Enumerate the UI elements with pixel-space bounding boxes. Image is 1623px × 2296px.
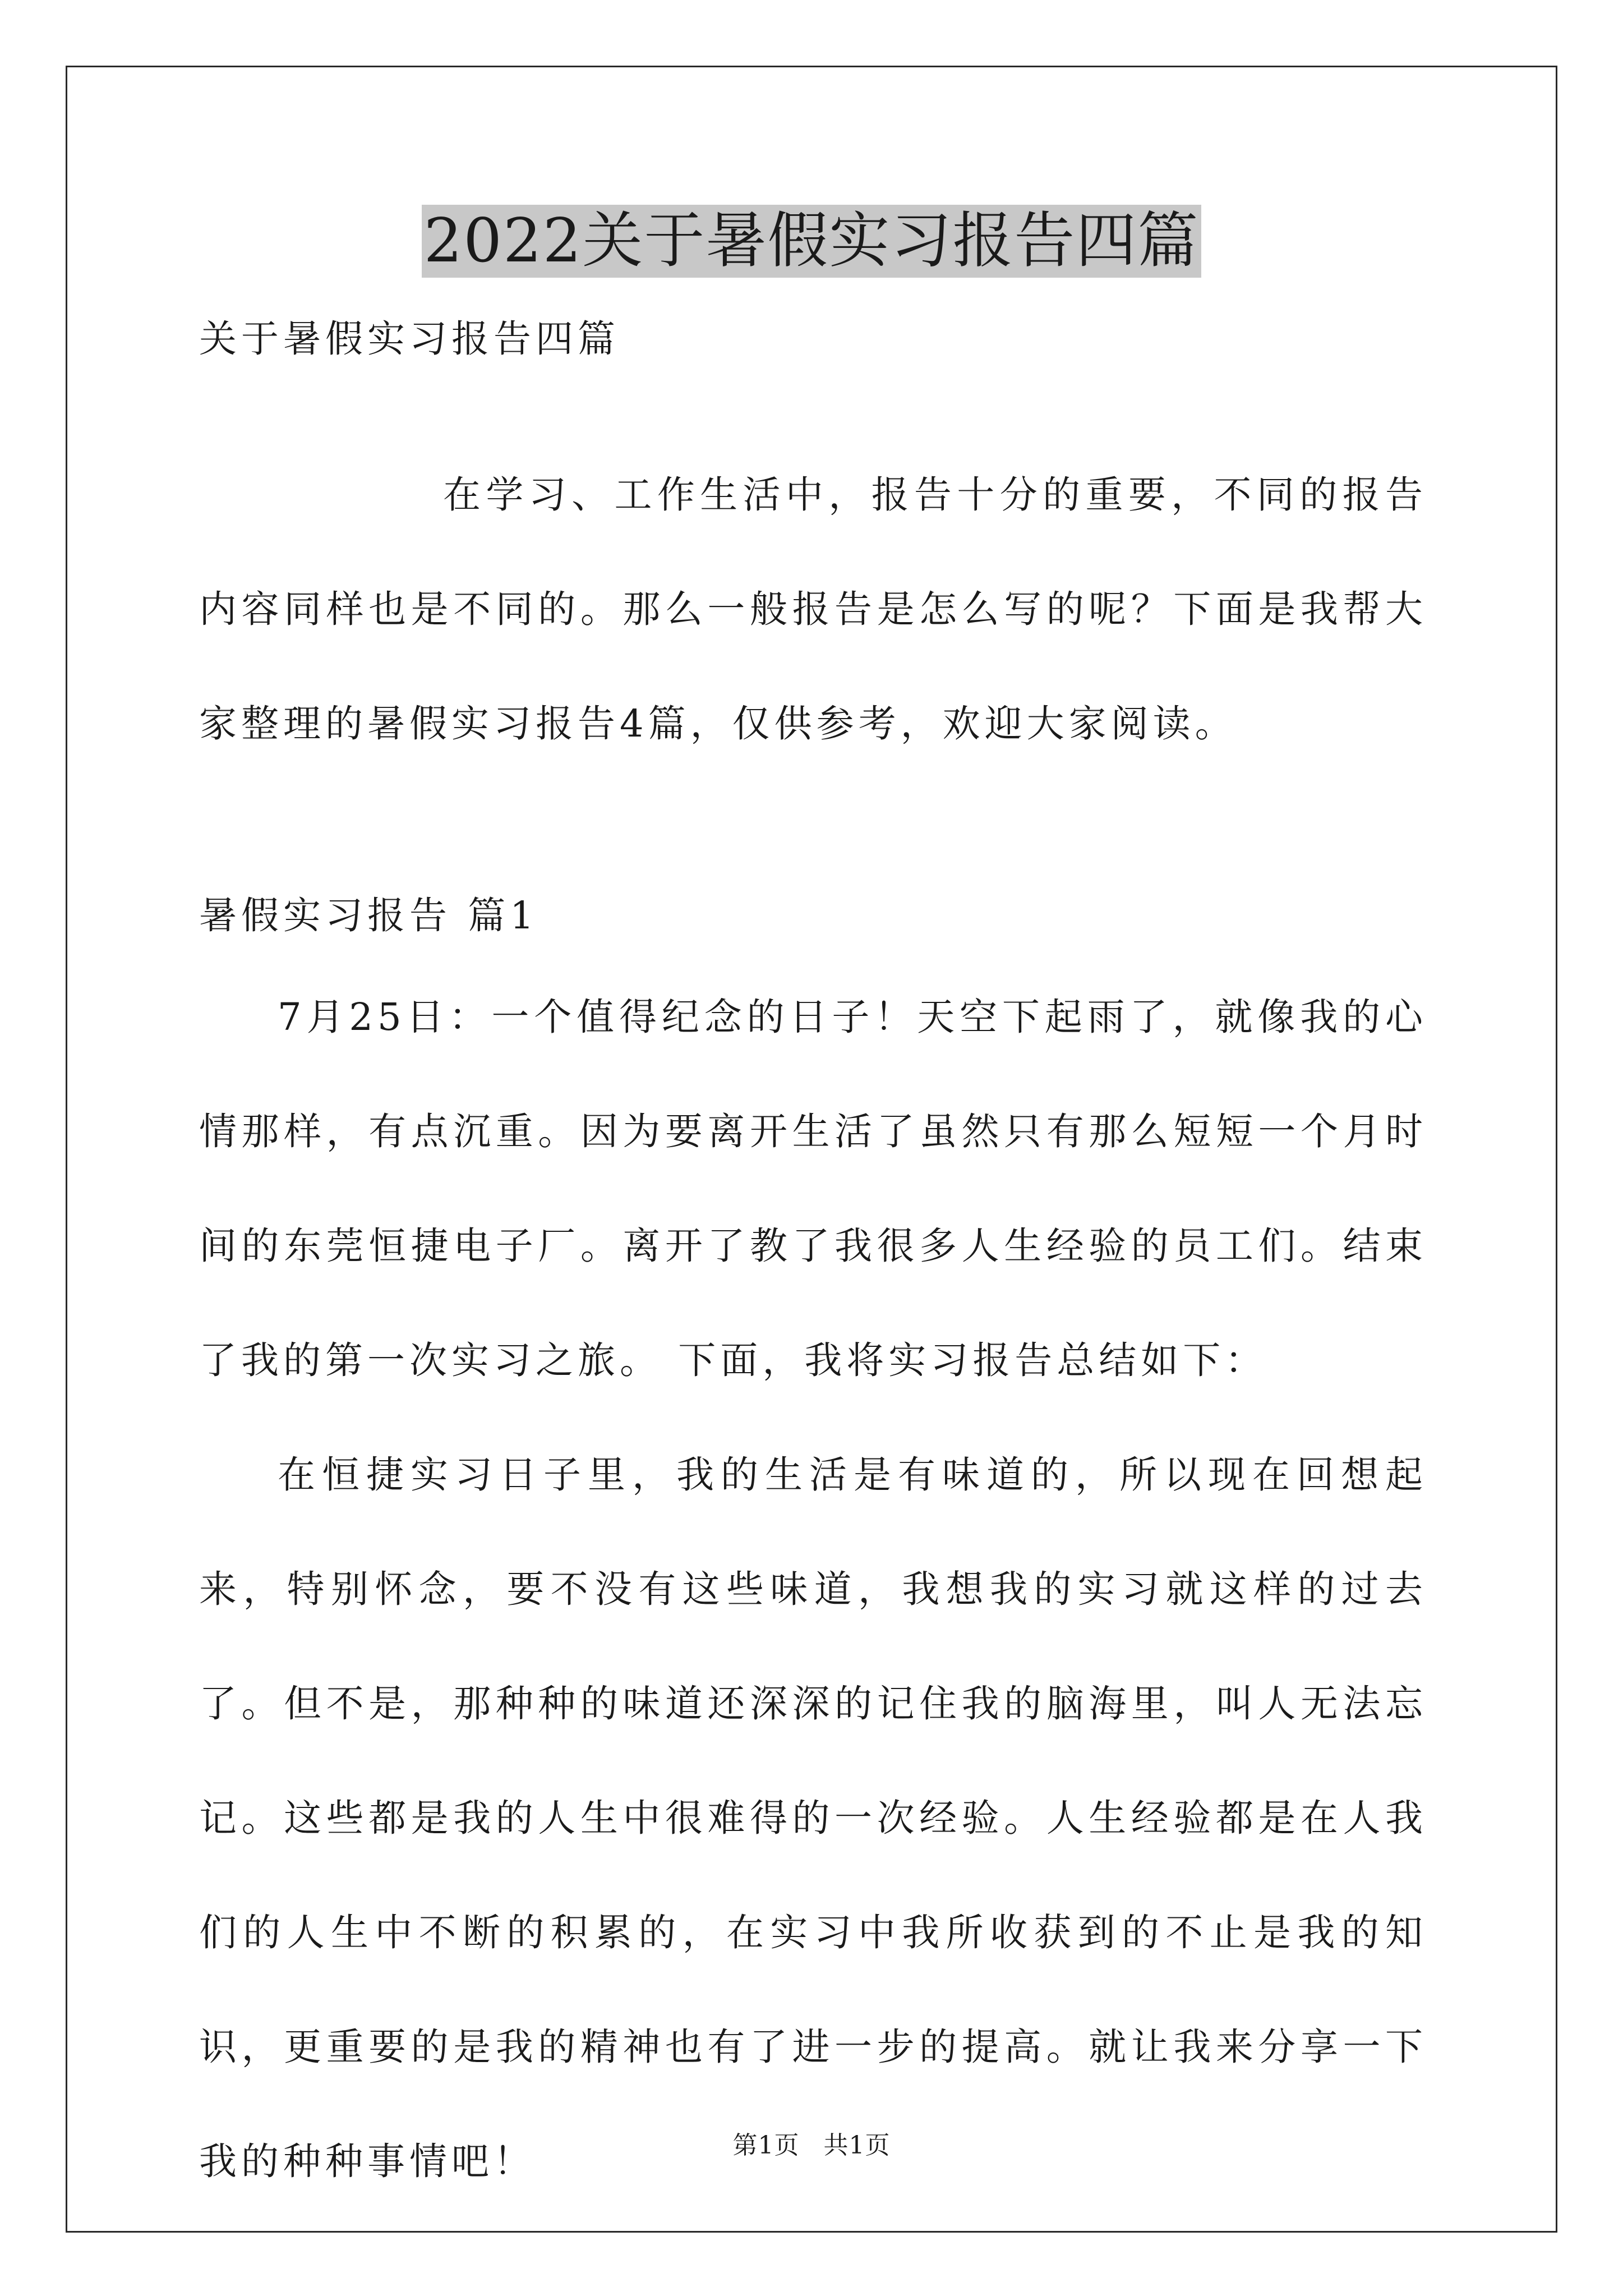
page-footer — [0, 2129, 1623, 2162]
section-body — [199, 960, 1427, 2219]
title-container — [0, 205, 1623, 278]
document-subtitle: 关于暑假实习报告四篇 — [199, 317, 620, 361]
section-heading: 暑假实习报告 篇1 — [199, 894, 538, 937]
page-number: 第1页 — [732, 2131, 800, 2160]
intro-paragraph: 在学习、工作生活中，报告十分的重要，不同的报告内容同样也是不同的。那么一般报告是怎么写的呢？下面是我帮大家整理的暑假实习报告4篇，仅供参考，欢迎大家阅读。 — [199, 473, 1427, 746]
body-paragraph-1: 7月25日：一个值得纪念的日子！天空下起雨了，就像我的心情那样，有点沉重。因为要离开生活了虽然只有那么短短一个月时间的东莞恒捷电子厂。离开了教了我很多人生经验的员工们。结束了我的第一次实习之旅。 下面，我将实习报告总结如下： — [199, 995, 1427, 1382]
body-paragraph-2: 在恒捷实习日子里，我的生活是有味道的，所以现在回想起来，特别怀念，要不没有这些味道，我想我的实习就这样的过去了。但不是，那种种的味道还深深的记住我的脑海里，叫人无法忘记。这些都是我的人生中很难得的一次经验。人生经验都是在人我们的人生中不断的积累的，在实习中我所收获到的不止是我的知识，更重要的是我的精神也有了进一步的提高。就让我来分享一下我的种种事情吧！ — [199, 1453, 1427, 2183]
page-total: 共1页 — [823, 2131, 891, 2160]
intro-section — [199, 438, 1427, 781]
document-title: 2022关于暑假实习报告四篇 — [422, 205, 1202, 278]
